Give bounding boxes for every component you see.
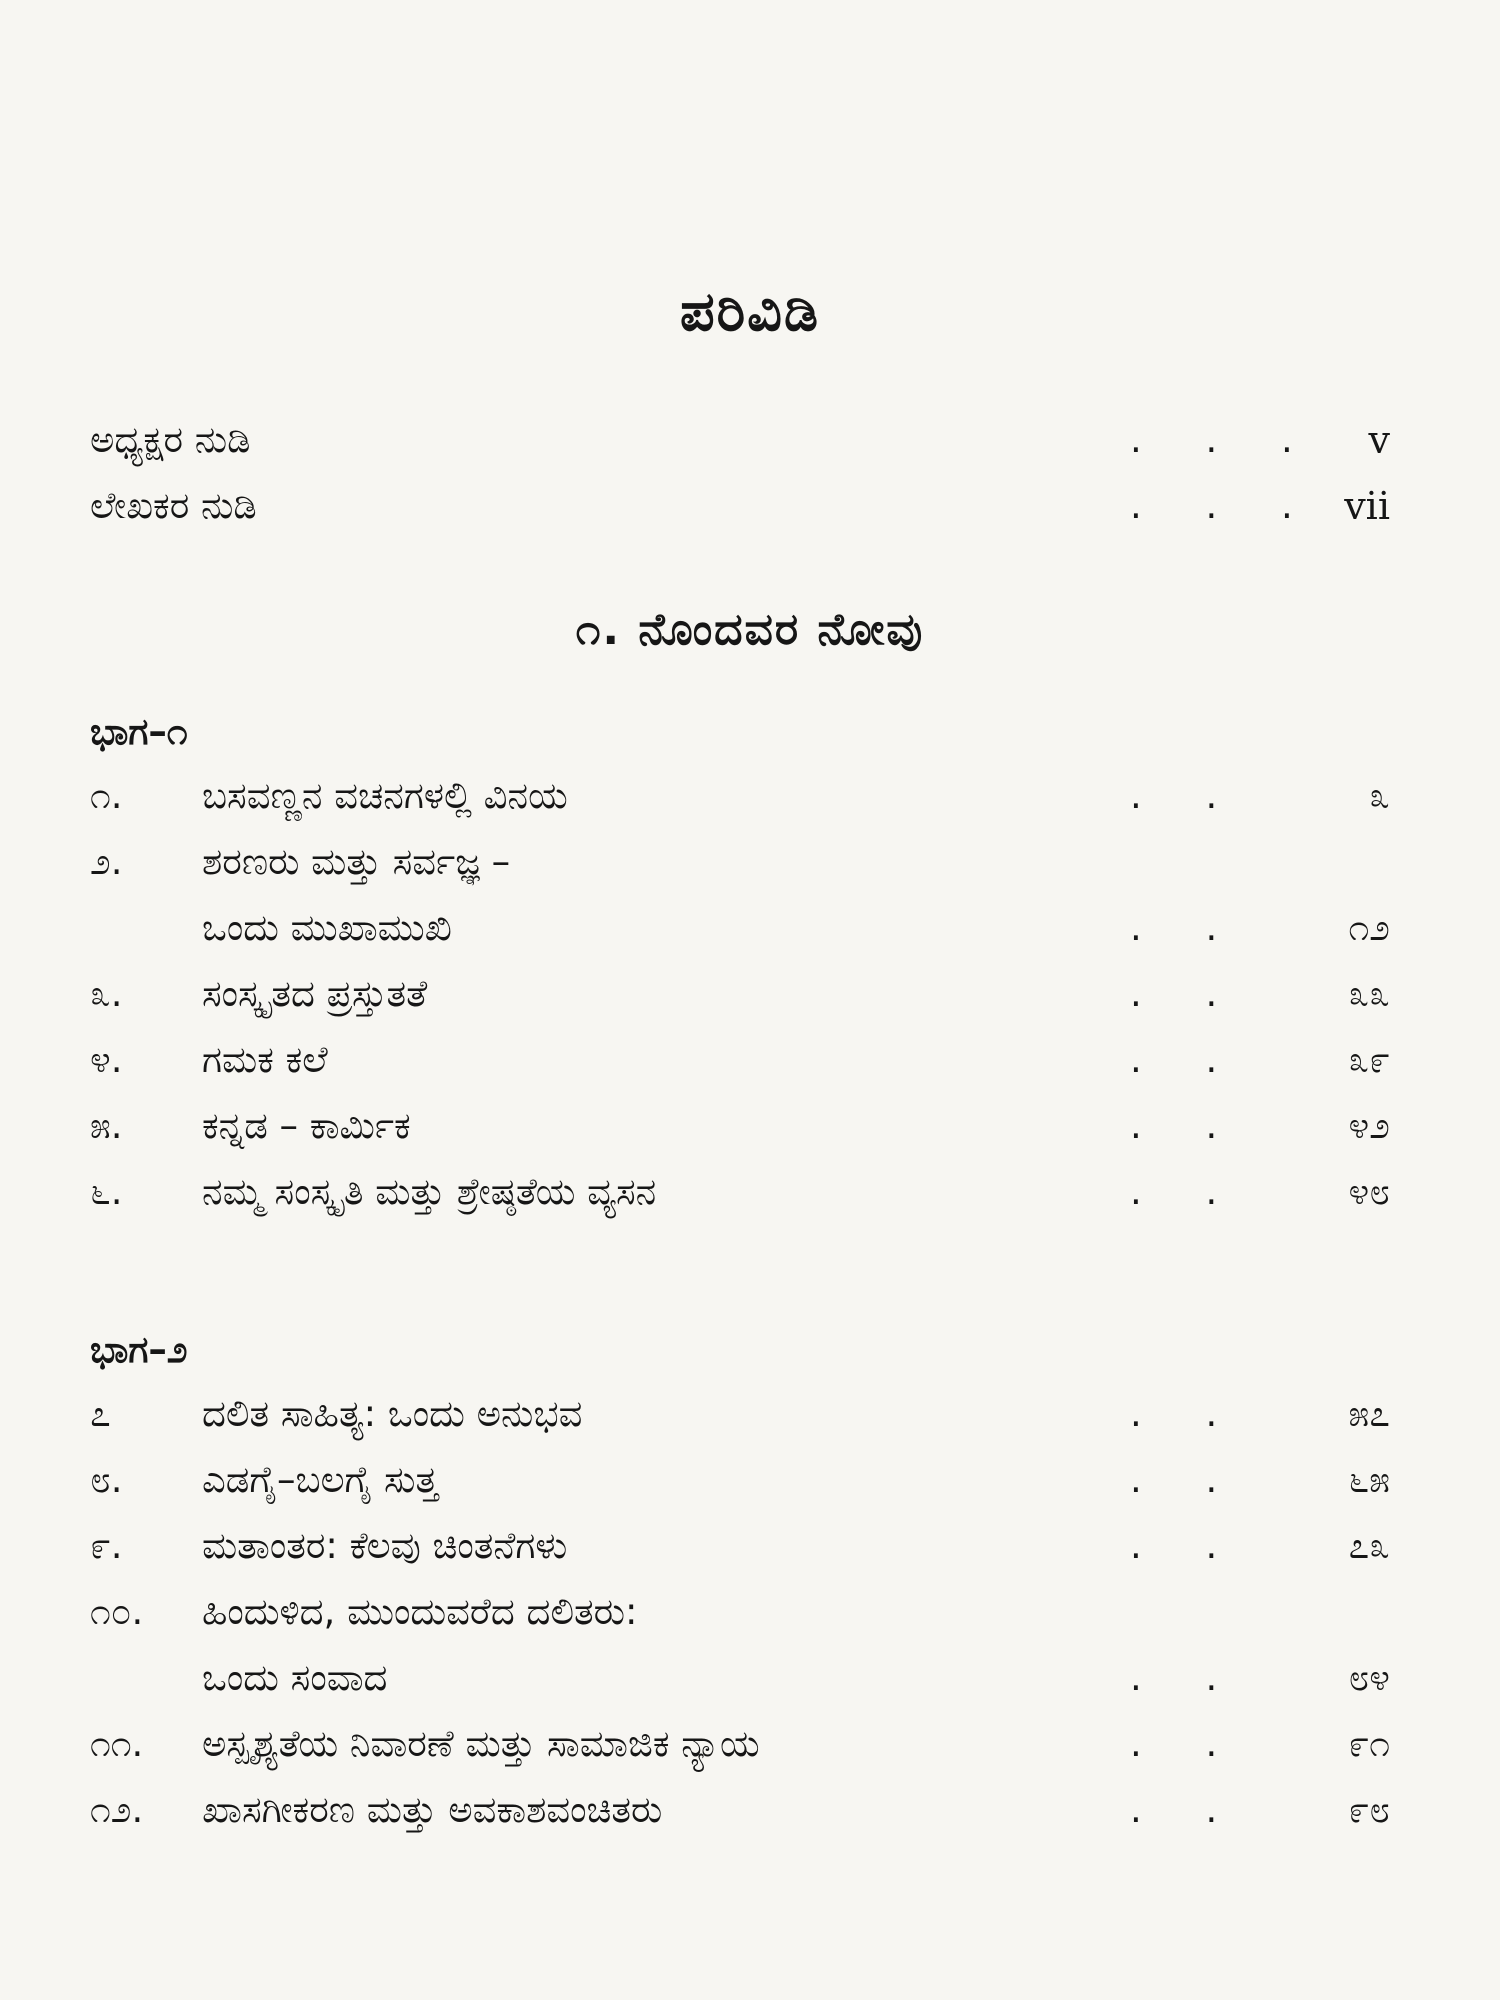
leader-dots: . . (1130, 1788, 1244, 1831)
entry-title: ಖಾಸಗೀಕರಣ ಮತ್ತು ಅವಕಾಶವಂಚಿತರು (202, 1788, 663, 1831)
page-number: v (1368, 418, 1390, 462)
entry-number: ೪. (90, 1038, 123, 1081)
entry-title: ನಮ್ಮ ಸಂಸ್ಕೃತಿ ಮತ್ತು ಶ್ರೇಷ್ಠತೆಯ ವ್ಯಸನ (202, 1170, 657, 1213)
entry-title: ಸಂಸ್ಕೃತದ ಪ್ರಸ್ತುತತೆ (202, 972, 428, 1015)
front-matter-row (90, 476, 1390, 536)
toc-entry-continuation (90, 898, 1390, 958)
page-number: ೩ (1369, 774, 1390, 817)
entry-title: ಮತಾಂತರ: ಕೆಲವು ಚಿಂತನೆಗಳು (202, 1524, 568, 1567)
page-title: ಪರಿವಿಡಿ (680, 280, 820, 343)
leader-dots: . . (1130, 906, 1244, 949)
toc-entry (90, 1516, 1390, 1576)
entry-title: ಎಡಗೈ–ಬಲಗೈ ಸುತ್ತ (202, 1458, 439, 1501)
leader-dots: . . (1130, 1656, 1244, 1699)
toc-entry (90, 1096, 1390, 1156)
toc-entry (90, 1384, 1390, 1444)
part-heading: ಭಾಗ–೨ (90, 1328, 188, 1371)
entry-title: ಗಮಕ ಕಲೆ (202, 1038, 328, 1081)
entry-number: ೫. (90, 1104, 123, 1147)
leader-dots: . . . (1130, 484, 1319, 527)
page-number: ೯೮ (1348, 1788, 1390, 1831)
page-number: ೪೨ (1348, 1104, 1390, 1147)
leader-dots: . . (1130, 1392, 1244, 1435)
page-number: ೭೩ (1348, 1524, 1390, 1567)
entry-number: ೩. (90, 972, 123, 1015)
entry-title: ದಲಿತ ಸಾಹಿತ್ಯ: ಒಂದು ಅನುಭವ (202, 1392, 583, 1435)
entry-number: ೭ (90, 1392, 111, 1435)
toc-entry (90, 832, 1390, 892)
toc-entry-continuation (90, 1648, 1390, 1708)
entry-number: ೧೨. (90, 1788, 144, 1831)
page-number: ೪೮ (1348, 1170, 1390, 1213)
toc-entry (90, 1582, 1390, 1642)
part-heading: ಭಾಗ–೧ (90, 710, 188, 753)
leader-dots: . . (1130, 774, 1244, 817)
toc-entry (90, 964, 1390, 1024)
entry-number: ೬. (90, 1170, 123, 1213)
entry-title: ಅಧ್ಯಕ್ಷರ ನುಡಿ (90, 418, 251, 461)
page-number: ೩೩ (1348, 972, 1390, 1015)
entry-title: ಕನ್ನಡ – ಕಾರ್ಮಿಕ (202, 1104, 411, 1147)
entry-number: ೧೦. (90, 1590, 144, 1633)
page-number: ೮೪ (1348, 1656, 1390, 1699)
page-number: ೫೭ (1348, 1392, 1390, 1435)
entry-number: ೧೧. (90, 1722, 144, 1765)
leader-dots: . . (1130, 972, 1244, 1015)
entry-title: ಶರಣರು ಮತ್ತು ಸರ್ವಜ್ಞ – (202, 840, 511, 883)
entry-number: ೧. (90, 774, 123, 817)
page-number: vii (1344, 484, 1390, 528)
entry-number: ೨. (90, 840, 123, 883)
entry-title: ಲೇಖಕರ ನುಡಿ (90, 484, 257, 527)
leader-dots: . . (1130, 1722, 1244, 1765)
leader-dots: . . (1130, 1104, 1244, 1147)
toc-entry (90, 766, 1390, 826)
leader-dots: . . . (1130, 418, 1319, 461)
entry-number: ೯. (90, 1524, 123, 1567)
toc-entry (90, 1714, 1390, 1774)
leader-dots: . . (1130, 1458, 1244, 1501)
page-number: ೯೧ (1348, 1722, 1390, 1765)
entry-title: ಅಸ್ಪೃಶ್ಯತೆಯ ನಿವಾರಣೆ ಮತ್ತು ಸಾಮಾಜಿಕ ನ್ಯಾಯ (202, 1722, 760, 1765)
toc-entry (90, 1030, 1390, 1090)
page-number: ೬೫ (1348, 1458, 1390, 1501)
toc-entry (90, 1780, 1390, 1840)
entry-title: ಬಸವಣ್ಣನ ವಚನಗಳಲ್ಲಿ ವಿನಯ (202, 774, 568, 817)
entry-number: ೮. (90, 1458, 123, 1501)
leader-dots: . . (1130, 1524, 1244, 1567)
leader-dots: . . (1130, 1170, 1244, 1213)
front-matter-row (90, 410, 1390, 470)
section-heading: ೧. ನೊಂದವರ ನೋವು (575, 604, 925, 655)
page-number: ೩೯ (1348, 1038, 1390, 1081)
entry-title-continued: ಒಂದು ಮುಖಾಮುಖಿ (202, 906, 452, 949)
toc-entry (90, 1162, 1390, 1222)
toc-entry (90, 1450, 1390, 1510)
entry-title: ಹಿಂದುಳಿದ, ಮುಂದುವರೆದ ದಲಿತರು: (202, 1590, 638, 1633)
leader-dots: . . (1130, 1038, 1244, 1081)
entry-title-continued: ಒಂದು ಸಂವಾದ (202, 1656, 388, 1699)
page-number: ೧೨ (1348, 906, 1390, 949)
